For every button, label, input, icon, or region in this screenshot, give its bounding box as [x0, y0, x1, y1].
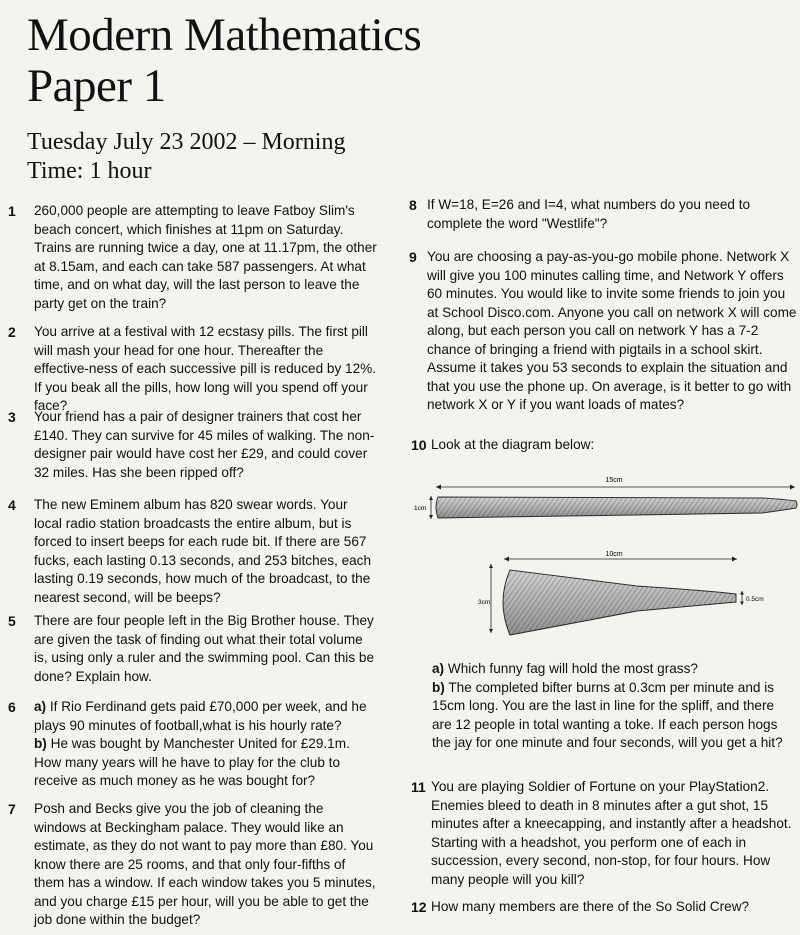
- question-text: Your friend has a pair of designer trainers that cost her £140. They can survive for 45 miles of walking. The non-designer pair would have cost her £29, and could cover 32 miles. Has she been ripped off?: [34, 409, 375, 480]
- question-number: 5: [8, 613, 16, 629]
- question-1: [0, 202, 378, 313]
- part-b-text: The completed bifter burns at 0.3cm per minute and is 15cm long. You are the last in line for the spliff, and there are 12 people in total wanting a toke. If each person hogs the jay for one minute and four seconds, will you get a hit?: [432, 679, 783, 750]
- question-number: 4: [8, 497, 16, 513]
- question-6: [0, 698, 378, 791]
- part-b-label: b): [432, 679, 445, 695]
- question-text: If W=18, E=26 and I=4, what numbers do you need to complete the word "Westlife"?: [427, 197, 751, 231]
- question-3: [0, 408, 378, 482]
- part-a-text: If Rio Ferdinand gets paid £70,000 per week, and he plays 90 minutes of football,what is his hourly rate?: [34, 699, 367, 733]
- question-number: 3: [8, 409, 16, 425]
- part-a-text: Which funny fag will hold the most grass?: [447, 661, 698, 676]
- question-4: [0, 496, 378, 607]
- question-9: [405, 248, 797, 415]
- question-text: You arrive at a festival with 12 ecstasy pills. The first pill will mash your head for one hour. Thereafter the effective-ness of each successive pill is reduced by 12%. If you beak all the pills, how long will you spend off your face?: [34, 324, 377, 413]
- joint1-length-label: 15cm: [605, 477, 623, 484]
- part-a-label: a): [432, 661, 445, 676]
- question-10-parts: [432, 660, 792, 753]
- page-title: [27, 10, 421, 112]
- question-number: 6: [8, 699, 16, 715]
- question-text: Look at the diagram below:: [431, 437, 595, 452]
- question-2: [0, 323, 378, 416]
- long-joint: [414, 477, 797, 519]
- part-a-label: a): [34, 699, 47, 714]
- title-line-1: Modern Mathematics: [27, 9, 422, 61]
- part-b-label: b): [34, 736, 47, 751]
- question-text: The new Eminem album has 820 swear words. Your local radio station broadcasts the entire album, but is forced to insert beeps for each rude bit. If there are 567 fucks, each lasting 0.13 seconds, and 253 bitches, each lasting 0.19 seconds, how much of the broadcast, to the nearest second, will be beeps?: [34, 497, 372, 605]
- exam-subtitle: [27, 128, 345, 186]
- joints-diagram: [412, 470, 800, 645]
- question-text: Posh and Becks give you the job of cleaning the windows at Beckingham palace. They would like an estimate, as they do not want to pay more than £80. You know there are 25 rooms, and that only four-fifths of them has a window. If each window takes you 5 minutes, and you charge £15 per hour, will you be able to get the job done within the budget?: [34, 801, 376, 927]
- short-joint: [478, 551, 764, 635]
- date-line: Tuesday July 23 2002 – Morning: [27, 129, 346, 155]
- joint1-width-label: 1cm: [414, 505, 427, 512]
- question-number: 10: [411, 437, 427, 453]
- question-number: 12: [411, 899, 427, 915]
- question-7: [0, 800, 378, 930]
- part-b-text: He was bought by Manchester United for £29.1m. How many years will he have to play for the club to receive as much money as he was bought for?: [34, 736, 350, 788]
- time-line: Time: 1 hour: [27, 158, 152, 184]
- question-text: You are playing Soldier of Fortune on your PlayStation2. Enemies bleed to death in 8 minutes after a gut shot, 15 minutes after a kneecapping, and instantly after a headshot. Starting with a headshot, you perform one of each in succession, every second, non-stop, for four hours. How many people will you kill?: [431, 779, 792, 887]
- question-12: [405, 898, 797, 917]
- question-text: How many members are there of the So Solid Crew?: [431, 899, 750, 914]
- question-text: There are four people left in the Big Brother house. They are given the task of finding out what their total volume is, using only a ruler and the swimming pool. Can this be done? Explain how.: [34, 613, 375, 684]
- question-text: 260,000 people are attempting to leave Fatboy Slim's beach concert, which finishes at 11pm on Saturday. Trains are running twice a day, one at 11.17pm, the other at 8.15am, and each can take 587 passengers. At what time, and on what day, will the last person to leave the party get on the train?: [34, 203, 377, 311]
- question-number: 1: [8, 203, 16, 219]
- question-number: 2: [8, 324, 16, 340]
- question-number: 11: [411, 779, 426, 795]
- question-11: [405, 778, 797, 889]
- joint2-length-label: 10cm: [605, 551, 623, 558]
- question-number: 9: [409, 249, 417, 265]
- question-number: 7: [8, 801, 16, 817]
- question-5: [0, 612, 378, 686]
- joint2-narrow-end-label: 0.5cm: [746, 596, 764, 603]
- question-number: 8: [409, 197, 417, 213]
- question-10: [405, 436, 797, 455]
- question-8: [405, 196, 797, 233]
- joint2-wide-end-label: 3cm: [478, 599, 491, 606]
- title-line-2: Paper 1: [27, 60, 166, 112]
- question-text: [0, 698, 378, 791]
- question-text: You are choosing a pay-as-you-go mobile phone. Network X will give you 100 minutes calling time, and Network Y offers 60 minutes. You would like to invite some friends to join you at School Disco.com. Anyone you call on network X will come along, but each person you call on network Y has a 7-2 chance of bringing a friend with pigtails in a school skirt. Assume it takes you 53 seconds to explain the situation and that you use the phone up. On average, is it better to go with network X or Y if you want loads of mates?: [427, 249, 797, 412]
